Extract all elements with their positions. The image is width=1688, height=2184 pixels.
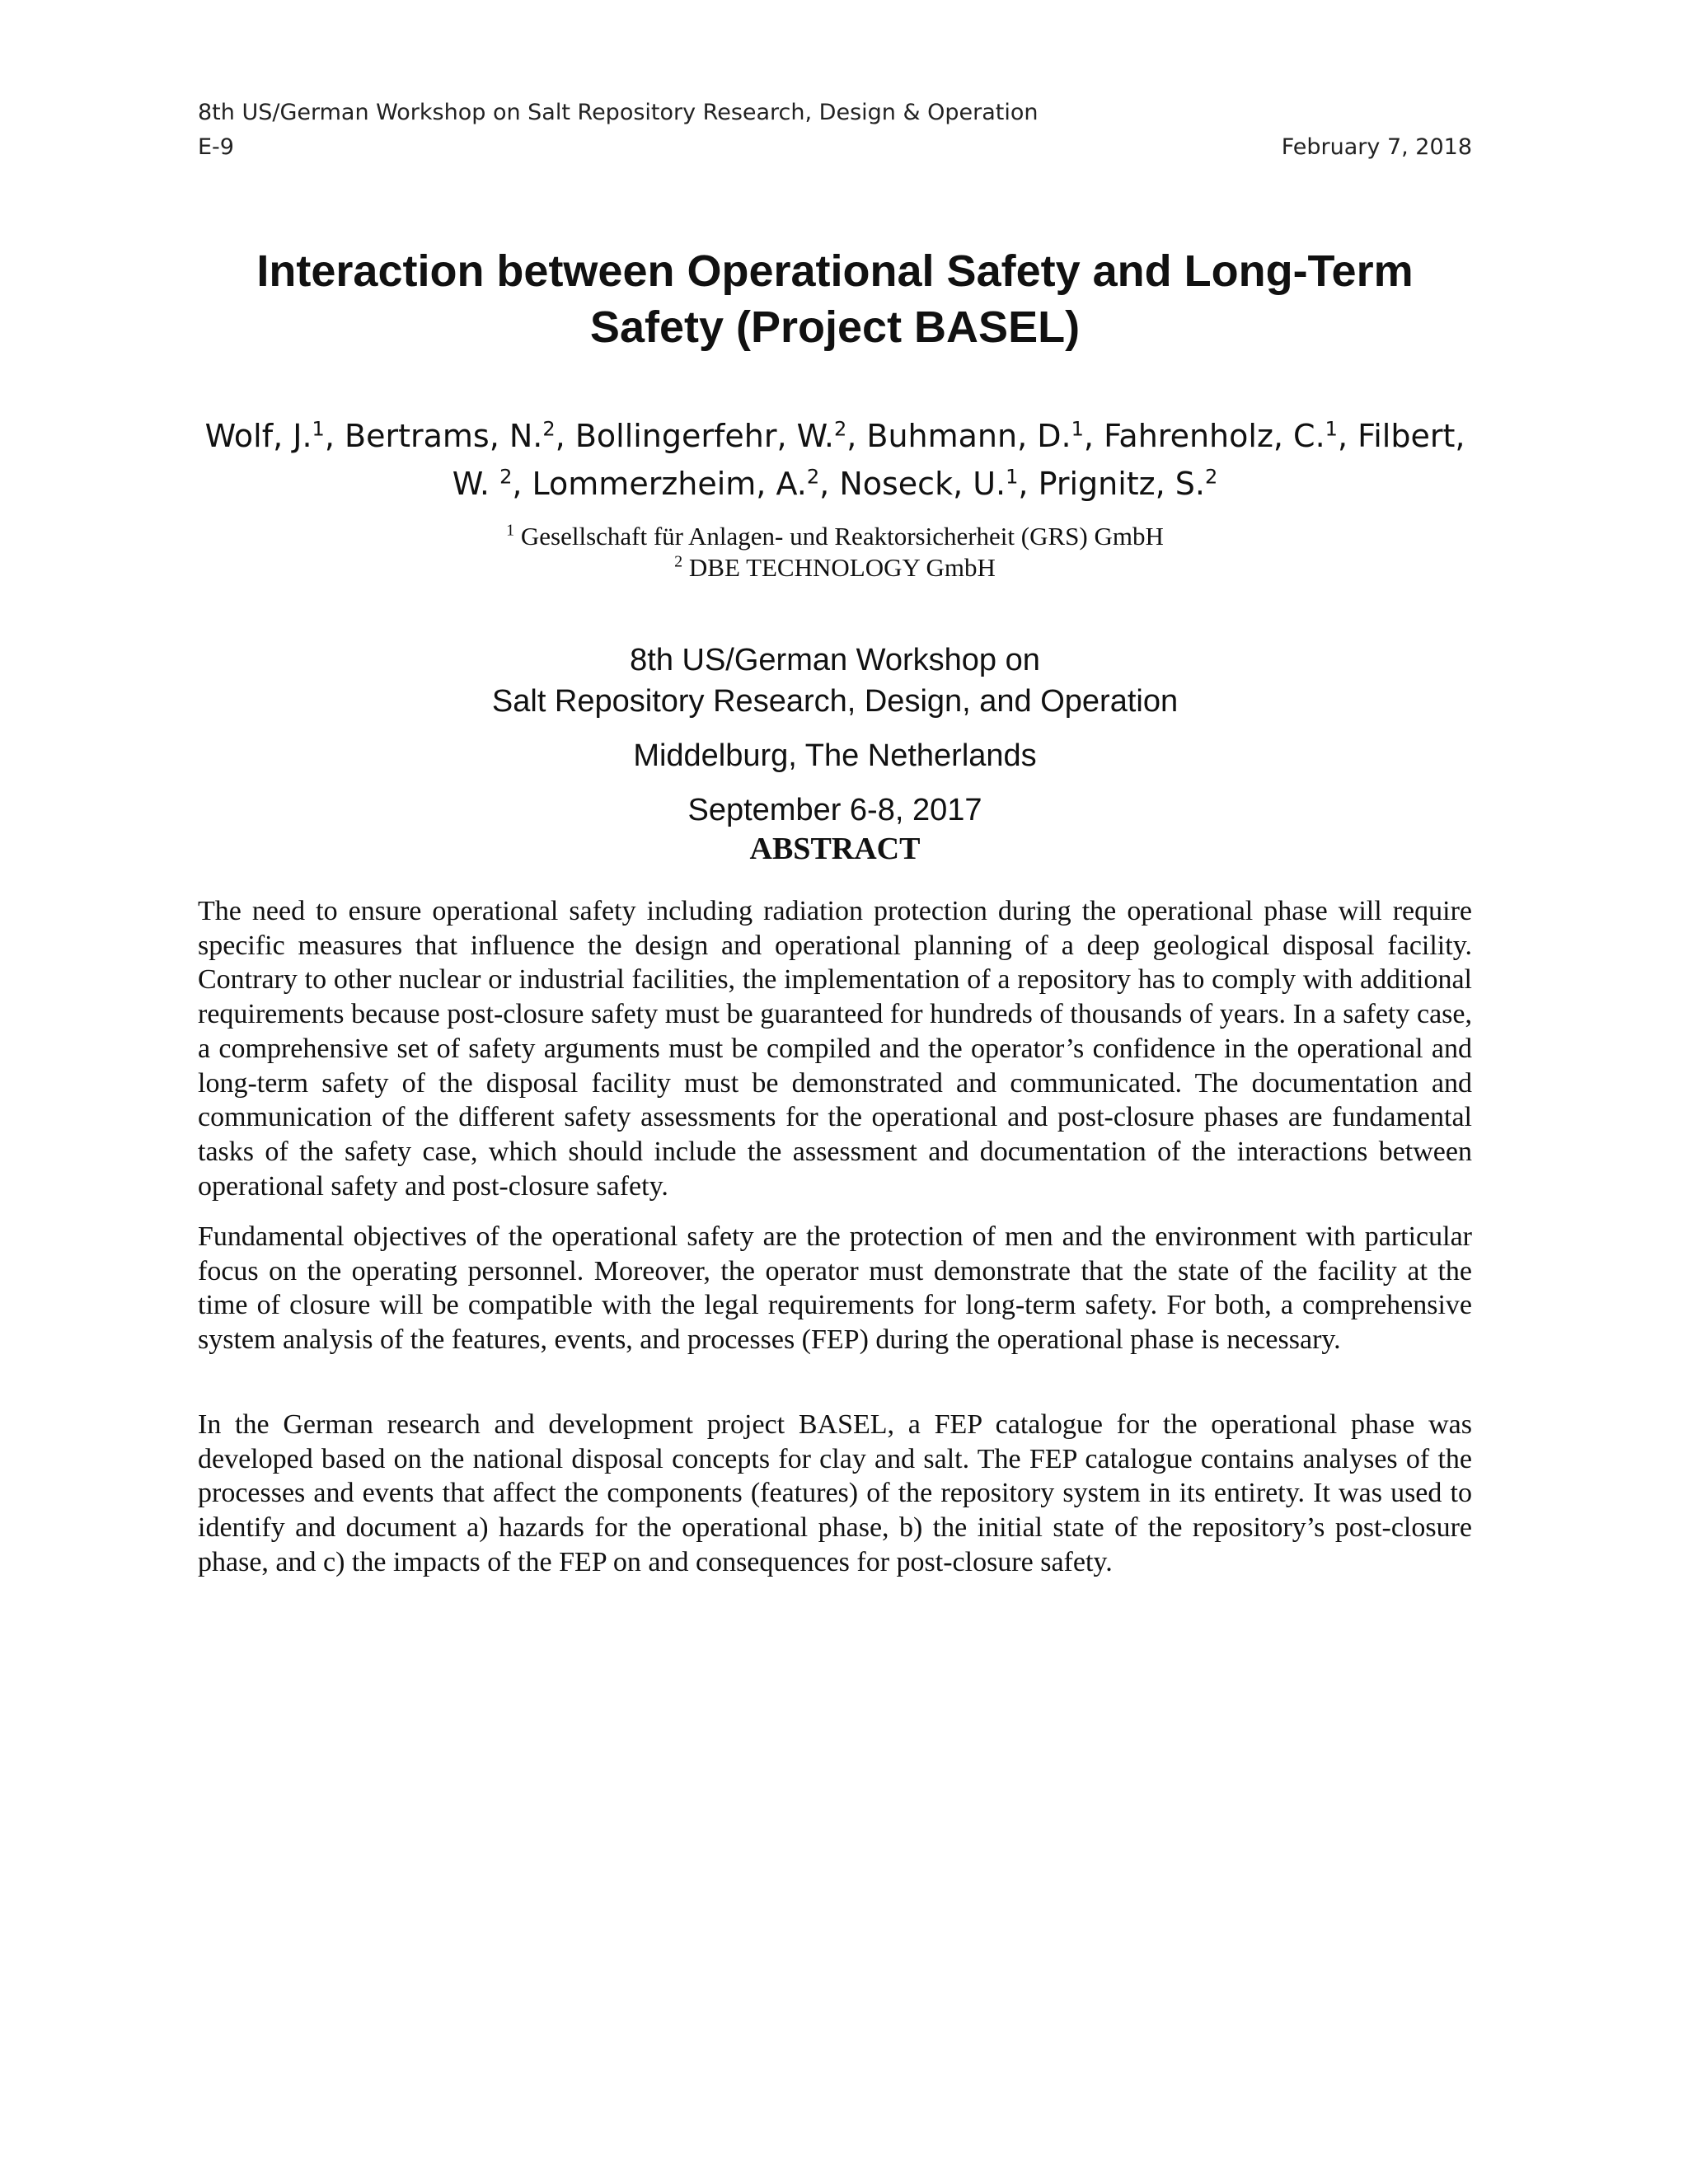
author: Prignitz, S.$^2$	[1038, 465, 1218, 502]
paper-title	[198, 243, 1472, 355]
author: Lommerzheim, A.$^2$	[532, 465, 820, 502]
author: Buhmann, D.$^1$	[866, 417, 1084, 454]
author: Wolf, J.$^1$	[204, 417, 325, 454]
abstract-paragraph-2: Fundamental objectives of the operational safety are the protection of men and the environment with particular focus on the operating personnel. Moreover, the operator must demonstrate that the state of the facility at the time of closure will be compatible with the legal requirements for long-term safety. For both, a comprehensive system analysis of the features, events, and processes (FEP) during the operational phase is necessary.	[198, 1221, 1472, 1356]
running-header-workshop: 8th US/German Workshop on Salt Repository Research, Design & Operation	[198, 100, 1039, 125]
workshop-dates: September 6-8, 2017	[687, 793, 982, 827]
abstract-paragraph-1: The need to ensure operational safety including radiation protection during the operational phase will require specific measures that influence the design and operational planning of a deep geological disposal facility. Contrary to other nuclear or industrial facilities, the implementation of a repository has to comply with additional requirements because post-closure safety must be guaranteed for hundreds of thousands of years. In a safety case, a comprehensive set of safety arguments must be compiled and the operator’s confidence in the operational and long-term safety of the disposal facility must be demonstrated and communicated. The documentation and communication of the different safety assessments for the operational and post-closure phases are fundamental tasks of the safety case, which should include the assessment and documentation of the interactions between operational safety and post-closure safety.	[198, 896, 1472, 1202]
author: Noseck, U.$^1$	[839, 465, 1019, 502]
workshop-name-line1: 8th US/German Workshop on	[630, 643, 1040, 677]
author-list: Wolf, J.$^1$, Bertrams, N.$^2$, Bollingerfehr, W.$^2$, Buhmann, D.$^1$, Fahrenholz, C.$^1$, Filbert, W. $^2$, Lommerzheim, A.$^2$, Noseck, U.$^1$, Prignitz, S.$^2$	[204, 417, 1465, 502]
abstract-heading: ABSTRACT	[749, 832, 921, 866]
running-header-code: E-9	[198, 134, 234, 160]
paper-title-line2: Safety (Project BASEL)	[589, 302, 1081, 352]
author: Bollingerfehr, W.$^2$	[574, 417, 847, 454]
workshop-location: Middelburg, The Netherlands	[633, 738, 1037, 773]
author: Bertrams, N.$^2$	[345, 417, 556, 454]
paper-title-line1: Interaction between Operational Safety and Long-Term	[256, 246, 1414, 296]
running-header-date: February 7, 2018	[1281, 134, 1472, 160]
affiliation-1: $^1$ Gesellschaft für Anlagen- und Reaktorsicherheit (GRS) GmbH	[506, 521, 1164, 551]
author: Fahrenholz, C.$^1$	[1104, 417, 1338, 454]
author: Filbert, W. $^2$	[452, 418, 1465, 502]
abstract-paragraph-3: In the German research and development project BASEL, a FEP catalogue for the operational phase was developed based on the national disposal concepts for clay and salt. The FEP catalogue contains analyses of the processes and events that affect the components (features) of the repository system in its entirety. It was used to identify and document a) hazards for the operational phase, b) the initial state of the repository’s post-closure phase, and c) the impacts of the FEP on and consequences for post-closure safety.	[198, 1409, 1472, 1577]
affiliation-2: $^2$ DBE TECHNOLOGY GmbH	[674, 552, 996, 582]
workshop-name-line2: Salt Repository Research, Design, and Operation	[491, 684, 1179, 719]
